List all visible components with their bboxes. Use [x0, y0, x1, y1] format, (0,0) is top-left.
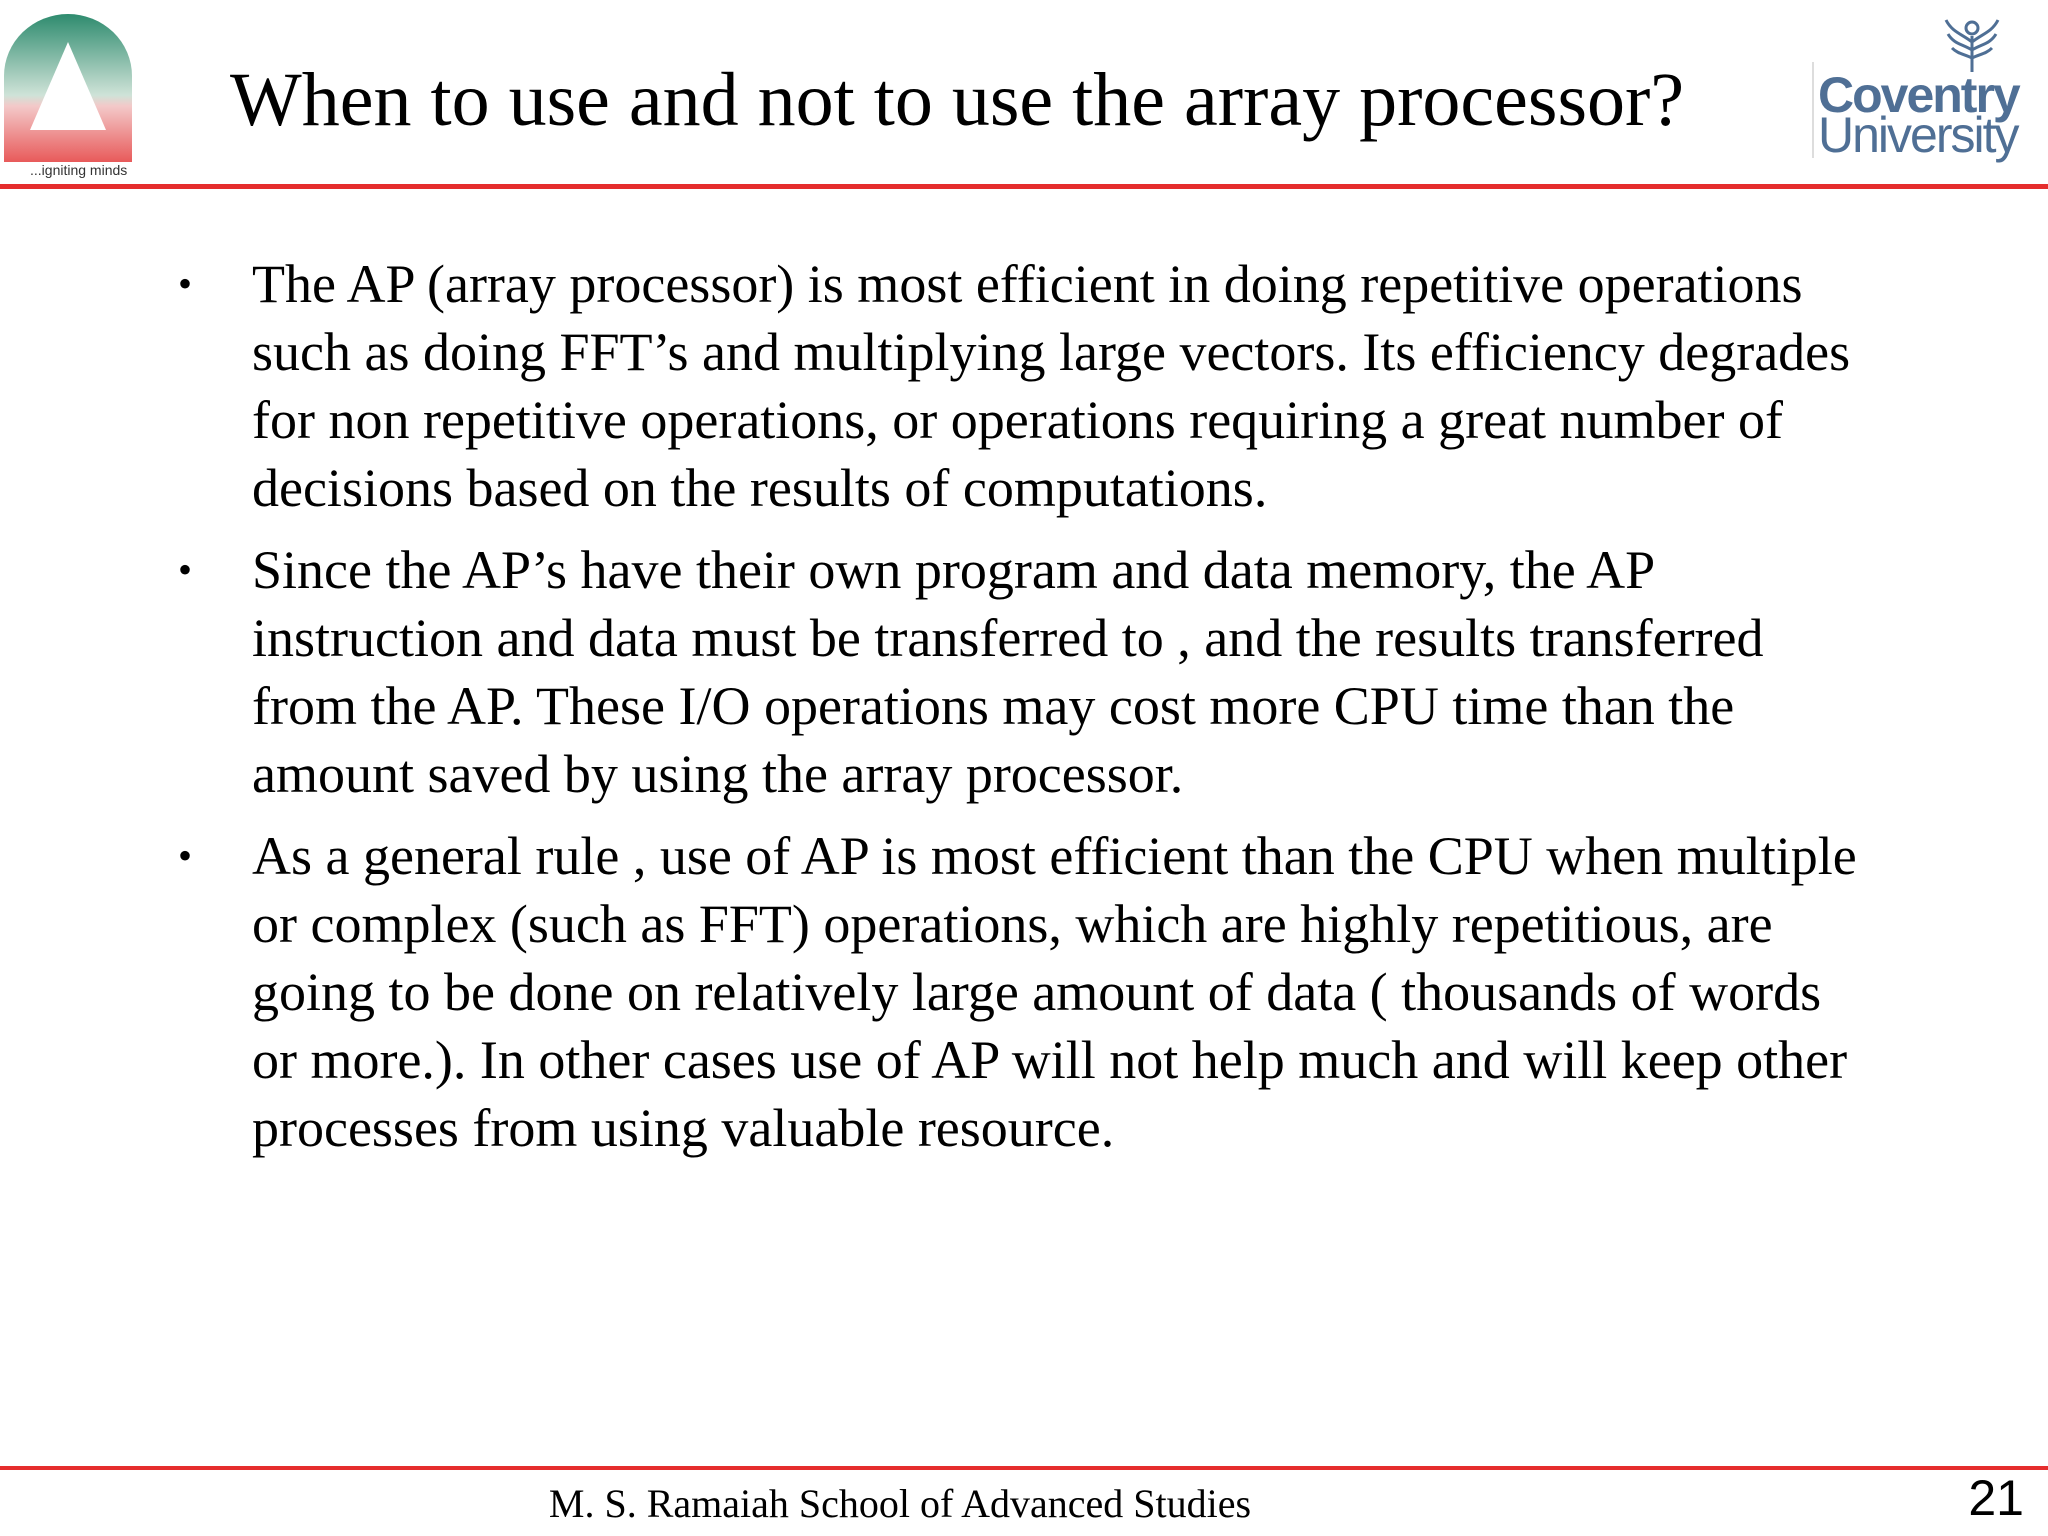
bullet-item: [170, 822, 1870, 1162]
page-number: 21: [1968, 1470, 2024, 1526]
logo-text-university: University: [1818, 107, 2018, 163]
bullet-marker: •: [178, 261, 193, 306]
logo-divider: [1812, 62, 1814, 158]
slide-title: When to use and not to use the array processor?: [230, 58, 1685, 142]
ramaiah-logo-mark: [0, 14, 136, 164]
bullet-item: [170, 250, 1870, 522]
bullet-text: The AP (array processor) is most efficient in doing repetitive operations such as doing FFT’s and multiplying large vectors. Its efficiency degrades for non repetitive operations, or operations requiring a great number of decisions based on the results of computations.: [252, 254, 1851, 518]
bullet-marker: •: [178, 833, 193, 878]
footer-divider: [0, 1466, 2048, 1470]
bullet-text: As a general rule , use of AP is most efficient than the CPU when multiple or complex (such as FFT) operations, which are highly repetitious, are going to be done on relatively large amount of data ( thousands of words or more.). In other cases use of AP will not help much and will keep other processes from using valuable resource.: [252, 826, 1857, 1158]
logo-text-coventry: Coventry: [1818, 67, 2019, 123]
footer-institution: M. S. Ramaiah School of Advanced Studies: [548, 1481, 1252, 1526]
bullet-item: [170, 536, 1870, 808]
bullet-marker: •: [178, 547, 193, 592]
bullet-list: [170, 250, 1870, 1176]
logo-tagline: ...igniting minds: [30, 162, 128, 178]
header-divider: [0, 184, 2048, 189]
coventry-university-logo: [1812, 8, 2022, 168]
ramaiah-logo: [0, 14, 136, 180]
bullet-text: Since the AP’s have their own program and data memory, the AP instruction and data must be transferred to , and the results transferred from the AP. These I/O operations may cost more CPU time than the amount saved by using the array processor.: [252, 540, 1764, 804]
